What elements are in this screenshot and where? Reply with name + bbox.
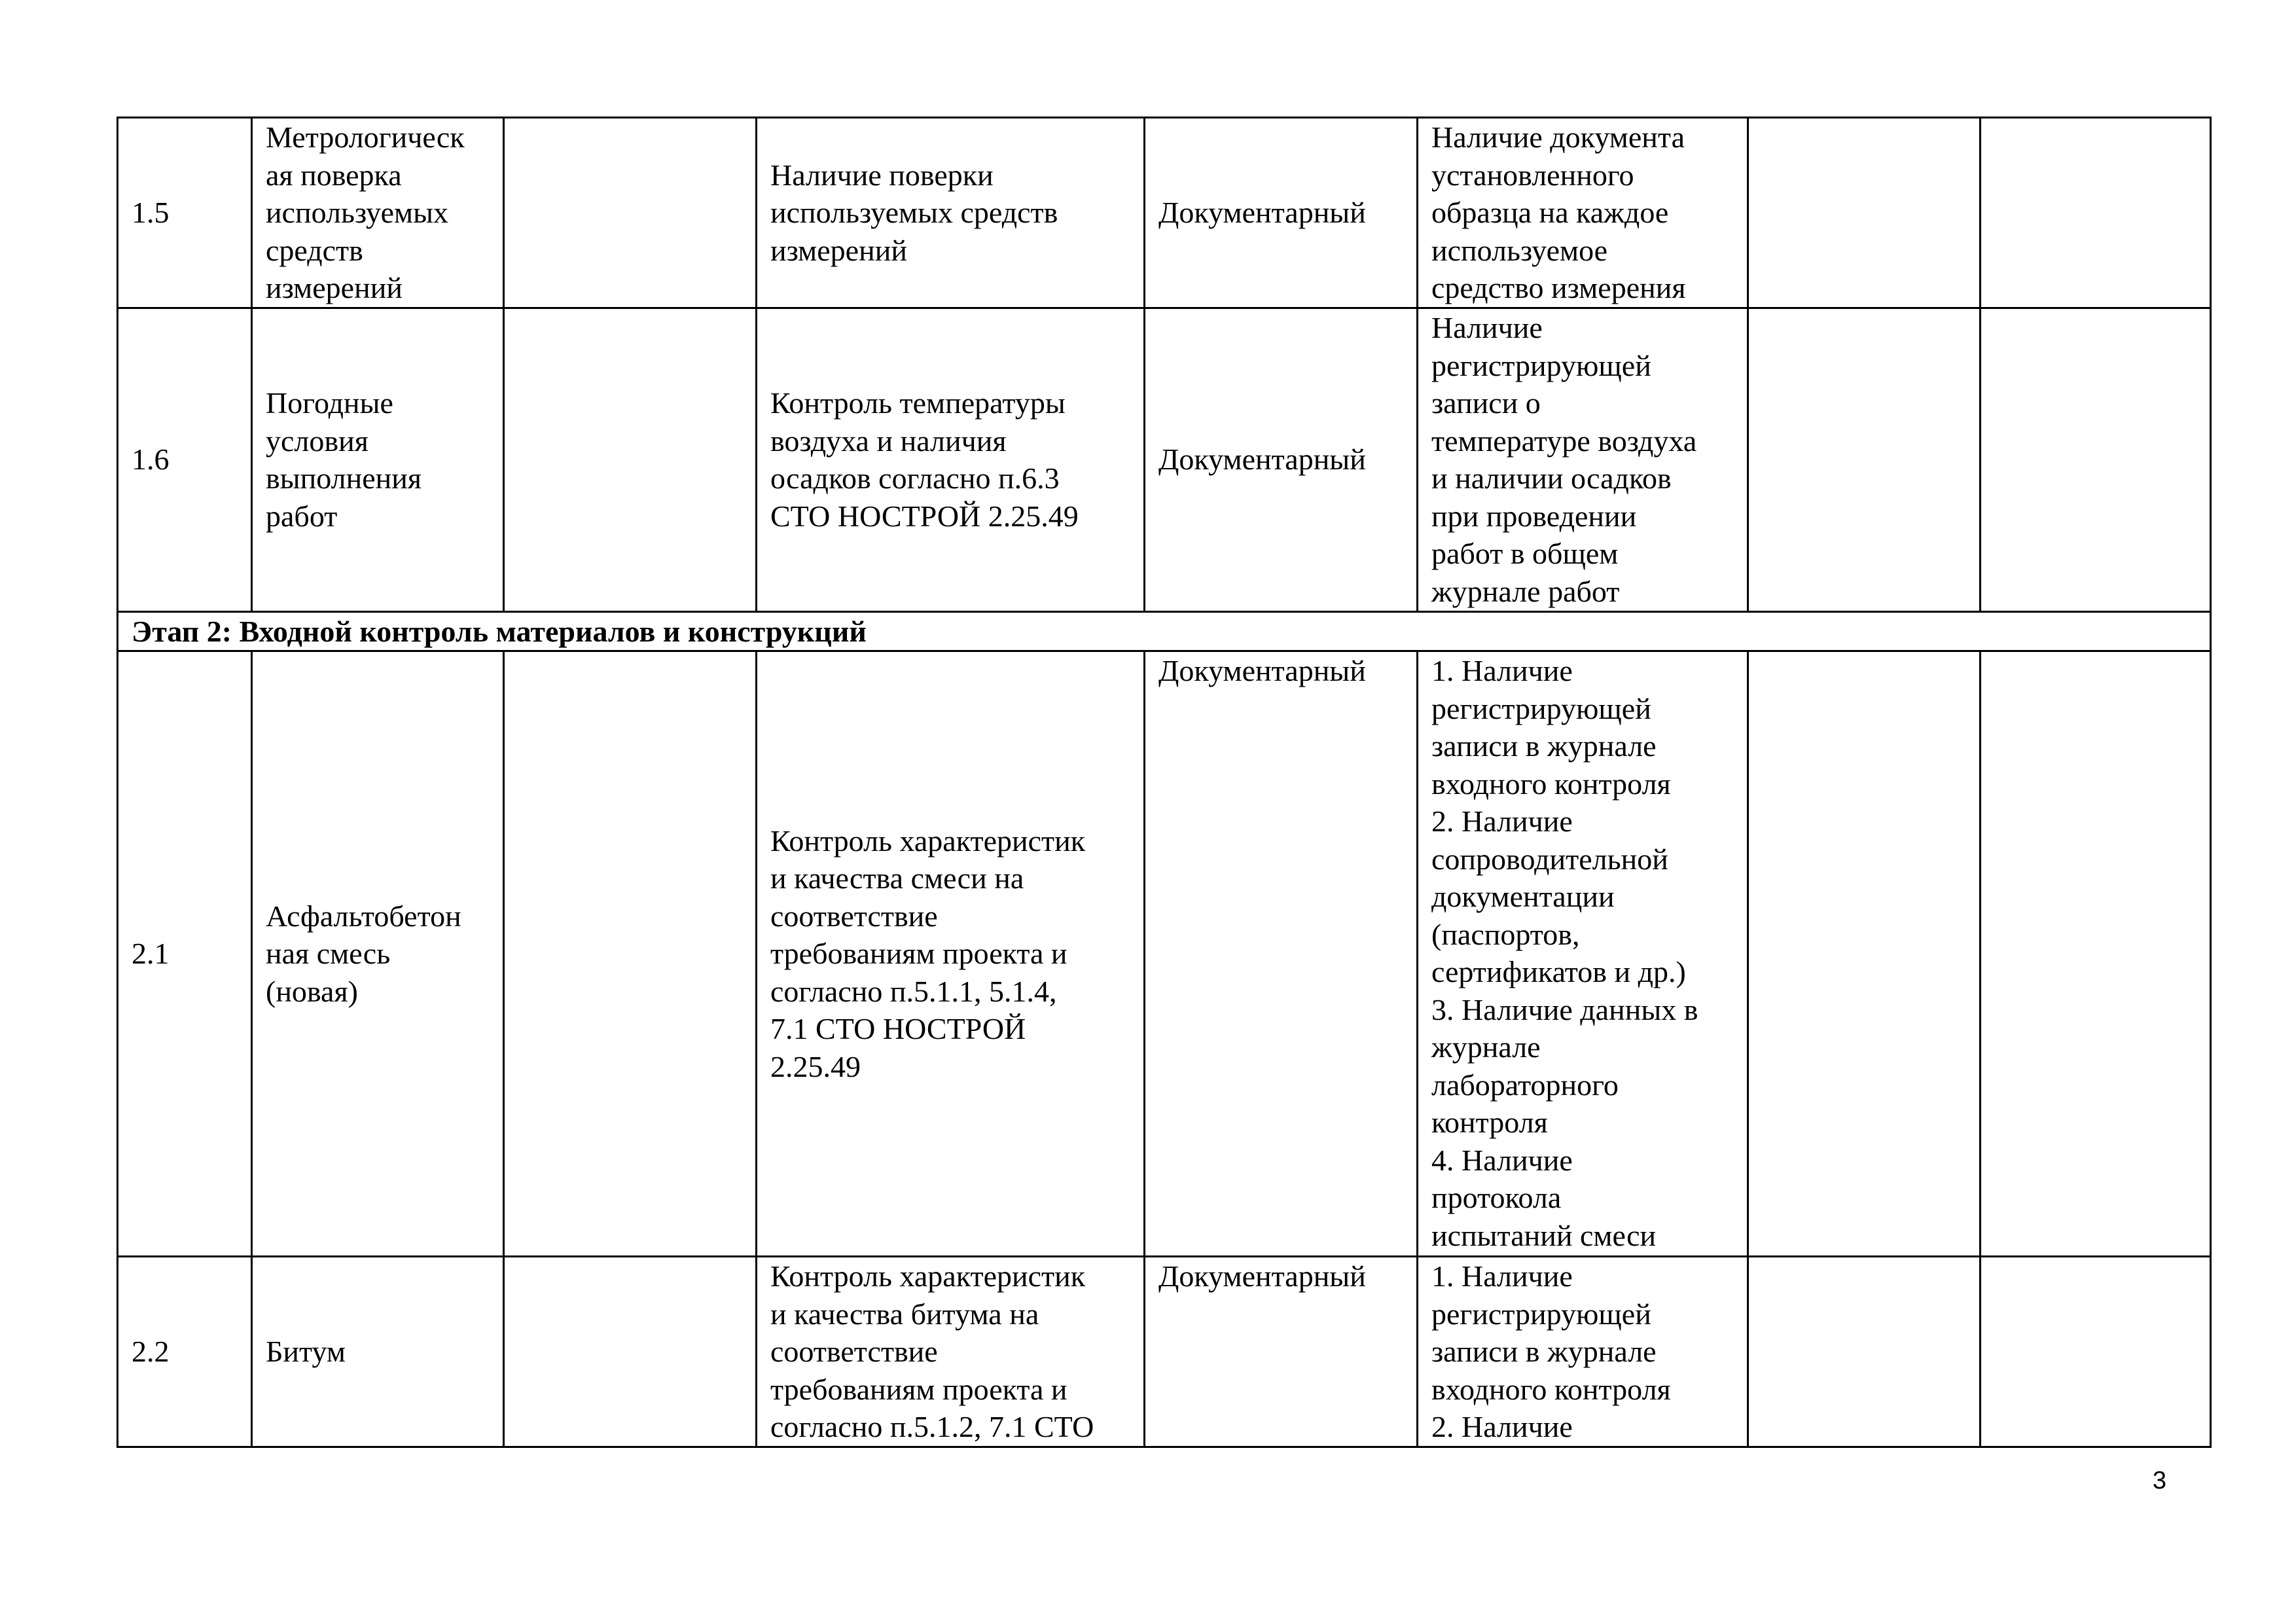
empty-cell [1981,1257,2211,1447]
control-object: Асфальтобетон ная смесь (новая) [252,651,504,1257]
row-number: 1.6 [118,308,252,611]
empty-cell [1981,651,2211,1257]
row-number: 1.5 [118,118,252,308]
empty-cell [1981,118,2211,308]
control-description: Контроль характеристик и качества битума на соответствие требованиям проекта и согласно п.5.1.2, 7.1 СТО [757,1257,1145,1447]
empty-cell [1748,651,1981,1257]
quality-control-table [117,117,2212,1448]
control-evidence: 1. Наличие регистрирующей записи в журнале входного контроля 2. Наличие сопроводительной документации (паспортов, сертификатов и др.) 3. Наличие данных в журнале лабораторного контроля 4. Наличие протокола испытаний смеси [1418,651,1748,1257]
control-method: Документарный [1145,308,1418,611]
page-number: 3 [2152,1467,2166,1494]
stage-title: Этап 2: Входной контроль материалов и конструкций [118,611,2211,651]
control-object: Метрологическ ая поверка используемых средств измерений [252,118,504,308]
table-row [118,1257,2211,1447]
control-description: Контроль температуры воздуха и наличия осадков согласно п.6.3 СТО НОСТРОЙ 2.25.49 [757,308,1145,611]
empty-cell [1748,308,1981,611]
control-method: Документарный [1145,651,1418,1257]
control-description: Контроль характеристик и качества смеси на соответствие требованиям проекта и согласно п.5.1.1, 5.1.4, 7.1 СТО НОСТРОЙ 2.25.49 [757,651,1145,1257]
empty-cell [504,651,757,1257]
control-evidence: 1. Наличие регистрирующей записи в журнале входного контроля 2. Наличие [1418,1257,1748,1447]
row-number: 2.1 [118,651,252,1257]
empty-cell [504,118,757,308]
control-evidence: Наличие регистрирующей записи о температуре воздуха и наличии осадков при проведении работ в общем журнале работ [1418,308,1748,611]
control-object: Погодные условия выполнения работ [252,308,504,611]
row-number: 2.2 [118,1257,252,1447]
control-object: Битум [252,1257,504,1447]
table-row [118,118,2211,308]
control-method: Документарный [1145,118,1418,308]
control-description: Наличие поверки используемых средств измерений [757,118,1145,308]
empty-cell [504,308,757,611]
control-evidence: Наличие документа установленного образца на каждое используемое средство измерения [1418,118,1748,308]
stage-header-row [118,611,2211,651]
control-method: Документарный [1145,1257,1418,1447]
empty-cell [1981,308,2211,611]
table-row [118,651,2211,1257]
empty-cell [1748,1257,1981,1447]
table-row [118,308,2211,611]
empty-cell [1748,118,1981,308]
empty-cell [504,1257,757,1447]
